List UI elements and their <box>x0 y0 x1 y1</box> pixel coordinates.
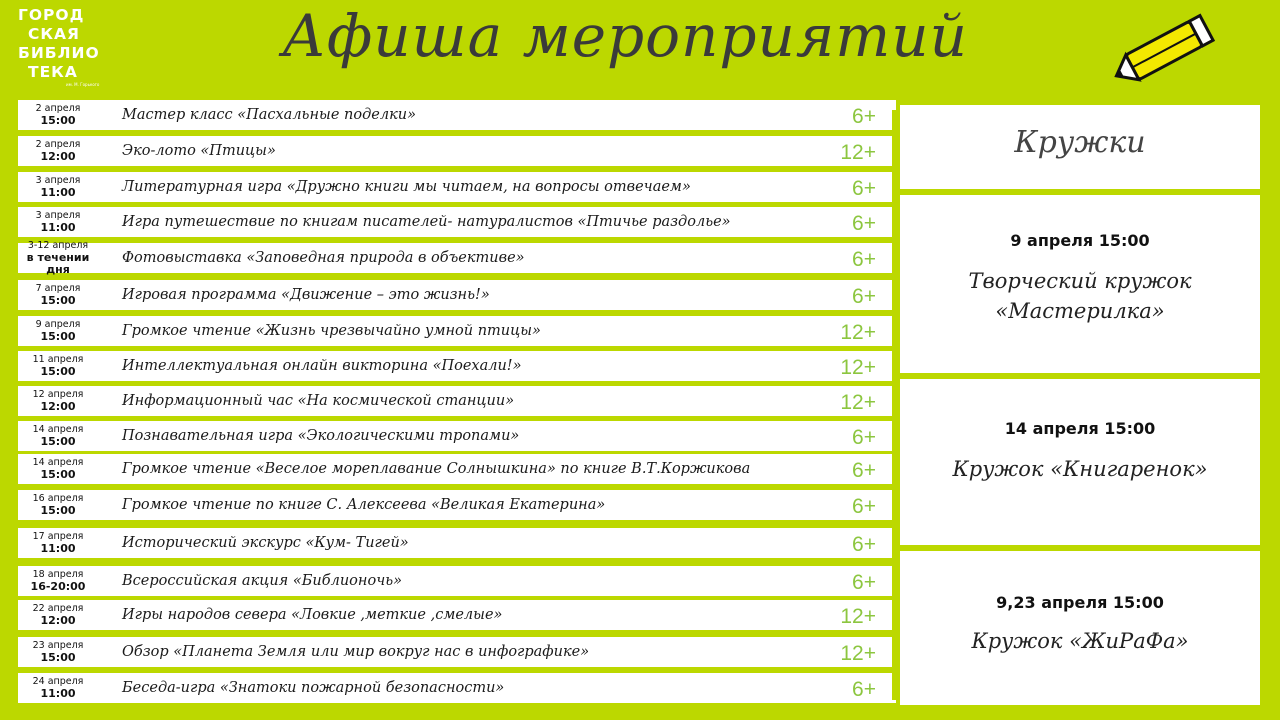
age-rating: 6+ <box>852 533 876 556</box>
age-rating: 6+ <box>852 459 876 482</box>
event-date <box>18 673 98 703</box>
logo-line: СКАЯ <box>28 25 80 43</box>
club-name: Кружок «Книгаренок» <box>952 457 1208 481</box>
event-title: Громкое чтение «Жизнь чрезвычайно умной птицы» <box>122 323 541 339</box>
event-date <box>18 637 98 667</box>
event-time: 15:00 <box>40 651 76 664</box>
event-date <box>18 280 98 310</box>
club-name-line2: «Мастерилка» <box>995 299 1165 323</box>
club-date: 14 апреля 15:00 <box>1004 419 1156 438</box>
age-rating: 12+ <box>840 356 876 379</box>
event-date <box>18 316 98 346</box>
event-title: Информационный час «На космической станции» <box>122 393 515 409</box>
event-title: Всероссийская акция «Библионочь» <box>122 573 402 589</box>
event-row <box>18 240 896 276</box>
event-time: 11:00 <box>40 186 76 199</box>
event-title: Громкое чтение «Веселое мореплавание Солнышкина» по книге В.Т.Коржикова <box>122 461 751 477</box>
event-day: 14 апреля <box>32 424 84 435</box>
event-time: 11:00 <box>40 542 76 555</box>
age-rating: 6+ <box>852 571 876 594</box>
age-rating: 6+ <box>852 212 876 235</box>
event-row <box>18 490 896 520</box>
event-date <box>18 172 98 202</box>
column-divider <box>892 110 896 700</box>
event-time: 12:00 <box>40 614 76 627</box>
logo-subtitle: им. М. Горького <box>66 82 100 87</box>
event-title: Громкое чтение по книге С. Алексеева «Великая Екатерина» <box>122 497 606 513</box>
event-title: Игра путешествие по книгам писателей- натуралистов «Птичье раздолье» <box>122 214 731 230</box>
event-title: Интеллектуальная онлайн викторина «Поехали!» <box>122 358 522 374</box>
clubs-panel <box>900 105 1260 705</box>
age-rating: 6+ <box>852 285 876 308</box>
event-title: Обзор «Планета Земля или мир вокруг нас в инфографике» <box>122 644 590 660</box>
event-day: 17 апреля <box>32 531 84 542</box>
event-title: Мастер класс «Пасхальные поделки» <box>122 107 416 123</box>
event-day: 2 апреля <box>35 103 81 114</box>
logo-line: ГОРОД <box>18 6 85 24</box>
event-day: 11 апреля <box>32 354 84 365</box>
event-day: 18 апреля <box>32 569 84 580</box>
event-row <box>18 454 896 484</box>
age-rating: 12+ <box>840 642 876 665</box>
event-date <box>18 421 98 451</box>
event-time: 15:00 <box>40 294 76 307</box>
event-title: Игры народов севера «Ловкие ,меткие ,смелые» <box>122 607 503 623</box>
age-rating: 12+ <box>840 141 876 164</box>
event-day: 2 апреля <box>35 139 81 150</box>
event-day: 16 апреля <box>32 493 84 504</box>
age-rating: 12+ <box>840 321 876 344</box>
event-title: Познавательная игра «Экологическими тропами» <box>122 428 520 444</box>
event-date <box>18 386 98 416</box>
page-title: Афиша мероприятий <box>281 2 969 70</box>
event-time: 15:00 <box>40 468 76 481</box>
event-title: Эко-лото «Птицы» <box>122 143 276 159</box>
event-day: 23 апреля <box>32 640 84 651</box>
clubs-separator <box>900 189 1280 195</box>
event-date <box>18 351 98 381</box>
event-date <box>18 566 98 596</box>
event-day: 24 апреля <box>32 676 84 687</box>
event-date <box>18 240 98 276</box>
event-title: Исторический экскурс «Кум- Тигей» <box>122 535 409 551</box>
event-date <box>18 100 98 130</box>
event-row <box>18 673 896 703</box>
event-time: 12:00 <box>40 400 76 413</box>
age-rating: 12+ <box>840 391 876 414</box>
event-date <box>18 136 98 166</box>
event-time: 15:00 <box>40 114 76 127</box>
event-date <box>18 600 98 630</box>
age-rating: 6+ <box>852 248 876 271</box>
clubs-separator <box>900 545 1280 551</box>
event-day: 7 апреля <box>35 283 81 294</box>
event-row <box>18 637 896 667</box>
event-row <box>18 136 896 166</box>
logo-line: БИБЛИО <box>18 44 100 62</box>
event-date <box>18 454 98 484</box>
event-title: Игровая программа «Движение – это жизнь!» <box>122 287 490 303</box>
event-day: 12 апреля <box>32 389 84 400</box>
event-day: 9 апреля <box>35 319 81 330</box>
event-row <box>18 316 896 346</box>
event-time: 16-20:00 <box>30 580 86 593</box>
event-day: 3 апреля <box>35 175 81 186</box>
age-rating: 6+ <box>852 426 876 449</box>
clubs-separator <box>900 373 1280 379</box>
event-title: Беседа-игра «Знатоки пожарной безопасности» <box>122 680 505 696</box>
club-name: Творческий кружок <box>968 269 1192 293</box>
event-title: Литературная игра «Дружно книги мы читаем, на вопросы отвечаем» <box>122 179 691 195</box>
event-time: 11:00 <box>40 687 76 700</box>
age-rating: 6+ <box>852 177 876 200</box>
event-time: 15:00 <box>40 435 76 448</box>
events-list <box>18 100 898 705</box>
event-day: 3 апреля <box>35 210 81 221</box>
club-date: 9,23 апреля 15:00 <box>996 593 1164 612</box>
clubs-heading: Кружки <box>1014 125 1146 160</box>
event-row <box>18 421 896 451</box>
event-row <box>18 207 896 237</box>
event-time: 15:00 <box>40 330 76 343</box>
event-row <box>18 100 896 130</box>
age-rating: 6+ <box>852 495 876 518</box>
event-row <box>18 351 896 381</box>
event-time: 12:00 <box>40 150 76 163</box>
event-time: 15:00 <box>40 504 76 517</box>
age-rating: 6+ <box>852 105 876 128</box>
event-date <box>18 528 98 558</box>
event-date <box>18 207 98 237</box>
event-time: в течении дня <box>26 251 90 276</box>
event-title: Фотовыставка «Заповедная природа в объективе» <box>122 250 525 266</box>
event-row <box>18 566 896 596</box>
pencil-icon <box>1110 10 1220 90</box>
club-date: 9 апреля 15:00 <box>1010 231 1150 250</box>
event-time: 15:00 <box>40 365 76 378</box>
event-row <box>18 528 896 558</box>
age-rating: 6+ <box>852 678 876 701</box>
age-rating: 12+ <box>840 605 876 628</box>
event-day: 14 апреля <box>32 457 84 468</box>
event-row <box>18 386 896 416</box>
event-day: 3-12 апреля <box>27 240 89 251</box>
event-date <box>18 490 98 520</box>
event-row <box>18 600 896 630</box>
club-name: Кружок «ЖиРаФа» <box>971 629 1189 653</box>
event-row <box>18 172 896 202</box>
event-day: 22 апреля <box>32 603 84 614</box>
event-time: 11:00 <box>40 221 76 234</box>
logo-line: ТЕКА <box>28 63 78 81</box>
event-row <box>18 280 896 310</box>
